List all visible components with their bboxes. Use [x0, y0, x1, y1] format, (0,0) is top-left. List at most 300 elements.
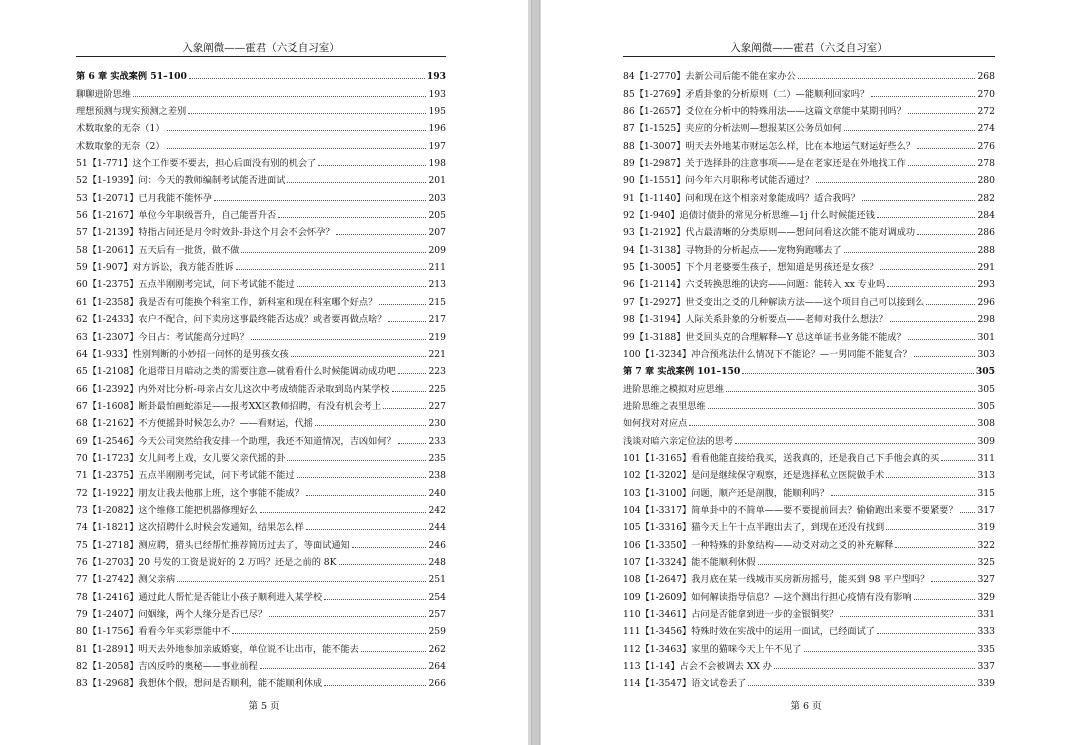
toc-entry-title: 110【1-3461】占问是否能拿到进一步的金银铜奖？ [623, 609, 839, 620]
toc-dot-leader [260, 668, 427, 669]
toc-entry-title: 113【1-14】占会不会被调去 XX 办 [623, 661, 772, 673]
toc-page-number: 254 [428, 591, 446, 603]
toc-entry-title: 52【1-1939】问：今天的教师编制考试能否进面试 [76, 175, 286, 187]
toc-entry[interactable] [623, 447, 995, 464]
toc-dot-leader [269, 616, 426, 617]
toc-entry[interactable] [623, 620, 995, 637]
toc-entry[interactable] [76, 273, 446, 290]
toc-page-number: 244 [428, 522, 446, 534]
toc-dot-leader [383, 408, 426, 409]
header-divider [623, 56, 995, 57]
page-header: 入象阐微——霍君（六爻自习室） [730, 42, 888, 54]
toc-entry[interactable] [623, 256, 995, 273]
page-gutter [528, 0, 541, 745]
toc-entry[interactable] [623, 273, 995, 290]
toc-dot-leader [392, 391, 427, 392]
toc-entry[interactable] [623, 603, 995, 620]
toc-page-number: 276 [977, 140, 995, 152]
toc-entry[interactable] [76, 82, 446, 99]
toc-entry-title: 96【1-2114】六爻转换思维的诀窍——问题：能转入 xx 专业吗 [623, 279, 886, 291]
toc-entry[interactable] [623, 82, 995, 99]
toc-entry[interactable] [76, 516, 446, 533]
toc-dot-leader [895, 547, 975, 548]
toc-page-number: 308 [977, 418, 995, 430]
toc-entry-title: 106【1-3350】一种特殊的卦象结构——动爻对动之爻的补充解释 [623, 539, 894, 551]
toc-page-number: 293 [977, 279, 995, 291]
toc-dot-leader [844, 130, 976, 131]
toc-dot-leader [167, 130, 427, 131]
toc-dot-leader [352, 547, 427, 548]
toc-entry[interactable] [76, 325, 446, 342]
toc-entry-title: 104【1-3317】简单卦中的不简单——要不要提前回去？偷偷跑出来要不要紧要？ [623, 504, 958, 516]
toc-entry[interactable] [76, 117, 446, 134]
toc-entry-title: 103【1-3100】问题，顺产还是剖腹，能顺利吗？ [623, 487, 830, 499]
toc-page-number: 303 [977, 348, 995, 360]
toc-entry-title: 90【1-1551】问今年六月职称考试能否通过？ [623, 175, 815, 187]
toc-entry[interactable] [76, 447, 446, 464]
toc-page-number: 305 [975, 366, 995, 378]
toc-dot-leader [306, 495, 427, 496]
toc-dot-leader [886, 477, 975, 478]
toc-page-number: 201 [428, 175, 446, 187]
toc-entry-title: 65【1-2108】化退带日月暗动之类的需要注意—就看看什么时候能调动成功吧 [76, 366, 396, 378]
toc-dot-leader [689, 425, 975, 426]
toc-dot-leader [318, 165, 426, 166]
toc-dot-leader [917, 148, 975, 149]
toc-page-number: 230 [428, 418, 446, 430]
toc-entry-title: 56【1-2167】单位今年职级晋升，自己能晋升否 [76, 210, 277, 222]
toc-page-number: 286 [977, 227, 995, 239]
toc-page-number: 246 [428, 539, 446, 551]
toc-entry-title: 第 6 章 实战案例 51–100 [76, 71, 187, 83]
toc-page-number: 272 [977, 106, 995, 118]
toc-dot-leader [291, 356, 427, 357]
toc-dot-leader [297, 286, 427, 287]
toc-dot-leader [232, 633, 426, 634]
toc-dot-leader [758, 564, 976, 565]
document-page-left [0, 0, 528, 745]
toc-page-number: 262 [428, 643, 446, 655]
toc-dot-leader [189, 78, 425, 79]
toc-entry[interactable] [623, 325, 995, 342]
toc-entry[interactable] [623, 568, 995, 585]
toc-entry-title: 69【1-2546】今天公司突然给我安排一个助理，我还不知道情况，吉凶如何？ [76, 435, 396, 447]
toc-dot-leader [774, 668, 975, 669]
toc-entry-title: 59【1-907】对方诉讼，我方能否胜诉 [76, 262, 234, 274]
toc-dot-leader [398, 373, 427, 374]
toc-entry-title: 102【1-3202】是问是继续保守观察，还是选择私立医院做手术 [623, 470, 885, 482]
toc-dot-leader [708, 408, 976, 409]
page-footer: 第 6 页 [790, 701, 822, 712]
toc-page-number: 288 [977, 244, 995, 256]
toc-page-number: 193 [426, 71, 446, 83]
toc-entry-title: 79【1-2407】问姻缘，两个人缘分是否已尽？ [76, 609, 268, 620]
table-of-contents [76, 65, 446, 689]
toc-entry[interactable] [76, 221, 446, 238]
toc-entry-title: 术数取象的无奈（1） [76, 123, 165, 135]
toc-dot-leader [914, 356, 976, 357]
toc-page-number: 197 [428, 140, 446, 152]
toc-page-number: 305 [977, 400, 995, 412]
toc-page-number: 319 [977, 522, 995, 534]
toc-page-number: 291 [977, 262, 995, 274]
toc-page-number: 235 [428, 452, 446, 464]
scrollbar[interactable] [531, 0, 540, 745]
toc-entry-title: 57【1-2139】特指占问还是月令时效卦-卦这个月会不会怀孕？ [76, 227, 335, 239]
toc-dot-leader [931, 581, 975, 582]
toc-entry-title: 89【1-2987】关于选择卦的注意事项——是在老家还是在外地找工作 [623, 158, 906, 170]
toc-chapter-entry[interactable] [76, 65, 446, 82]
toc-entry[interactable] [76, 360, 446, 377]
toc-page-number: 251 [428, 574, 446, 586]
toc-dot-leader [735, 443, 975, 444]
toc-page-number: 259 [428, 626, 446, 638]
toc-page-number: 217 [428, 314, 446, 326]
toc-entry[interactable] [76, 186, 446, 203]
toc-entry-title: 94【1-3138】寻物卦的分析起点——宠物狗跑哪去了 [623, 244, 842, 256]
toc-dot-leader [742, 373, 974, 374]
toc-entry[interactable] [76, 603, 446, 620]
toc-entry[interactable] [623, 204, 995, 221]
toc-dot-leader [241, 252, 426, 253]
toc-dot-leader [871, 96, 975, 97]
toc-dot-leader [748, 685, 975, 686]
toc-dot-leader [908, 339, 976, 340]
toc-entry-title: 73【1-2082】这个维修工能把机器修理好么 [76, 504, 258, 516]
toc-dot-leader [877, 633, 975, 634]
toc-entry[interactable] [76, 464, 446, 481]
toc-dot-leader [726, 391, 975, 392]
toc-dot-leader [324, 599, 426, 600]
toc-dot-leader [917, 234, 975, 235]
toc-entry[interactable] [623, 551, 995, 568]
toc-entry[interactable] [623, 152, 995, 169]
toc-entry-title: 97【1-2927】世爻变出之爻的几种解读方法——这个项目自己可以接到么 [623, 296, 925, 308]
toc-entry[interactable] [76, 343, 446, 360]
toc-dot-leader [236, 269, 427, 270]
toc-dot-leader [306, 529, 427, 530]
toc-dot-leader [890, 321, 976, 322]
toc-dot-leader [941, 460, 975, 461]
toc-entry-title: 71【1-2375】五点半刚刚考完试，问下考试能不能过 [76, 470, 295, 482]
toc-entry[interactable] [623, 655, 995, 672]
toc-page-number: 238 [428, 470, 446, 482]
toc-entry[interactable] [76, 377, 446, 394]
toc-entry-title: 76【1-2703】20 号发的工资是说好的 2 万吗？还是之前的 8K [76, 556, 337, 568]
toc-page-number: 257 [428, 609, 446, 620]
toc-entry-title: 68【1-2162】不方便摇卦时候怎么办？——看财运，代摇 [76, 418, 313, 430]
toc-entry[interactable] [76, 256, 446, 273]
toc-dot-leader [960, 512, 976, 513]
toc-dot-leader [287, 182, 426, 183]
toc-entry-title: 88【1-3007】明天去外地某市财运怎么样，比在本地运气财运好些么？ [623, 140, 916, 152]
toc-entry-title: 109【1-2609】如何解读指导信息？—这个测出行担心疫情有没有影响 [623, 591, 912, 603]
toc-entry[interactable] [76, 238, 446, 255]
toc-entry-title: 72【1-1922】朋友让我去他那上班，这个事能不能成？ [76, 487, 304, 499]
toc-dot-leader [887, 286, 975, 287]
toc-page-number: 221 [428, 348, 446, 360]
toc-entry[interactable] [623, 516, 995, 533]
toc-page-number: 327 [977, 574, 995, 586]
toc-dot-leader [862, 200, 975, 201]
toc-entry-title: 53【1-2071】已月我能不能怀孕 [76, 192, 212, 204]
toc-entry-title: 60【1-2375】五点半刚刚考完试，问下考试能不能过 [76, 279, 295, 291]
toc-dot-leader [844, 252, 976, 253]
toc-entry-title: 64【1-933】性别判断的小妙招一问怀的是男孩女孩 [76, 348, 289, 360]
toc-entry-title: 理想预测与现实预测之差别 [76, 106, 187, 118]
toc-entry[interactable] [623, 169, 995, 186]
toc-page-number: 198 [428, 158, 446, 170]
toc-dot-leader [379, 304, 426, 305]
toc-dot-leader [880, 269, 975, 270]
toc-entry-title: 91【1-1140】问和现在这个相亲对象能成吗？适合我吗？ [623, 192, 860, 204]
toc-page-number: 335 [977, 643, 995, 655]
toc-page-number: 322 [977, 539, 995, 551]
toc-entry-title: 75【1-2718】测应聘，猎头已经帮忙推荐简历过去了，等面试通知 [76, 539, 350, 551]
toc-dot-leader [336, 234, 426, 235]
page-header: 入象阐微——霍君（六爻自习室） [182, 42, 340, 54]
toc-page-number: 315 [977, 487, 995, 499]
toc-page-number: 305 [977, 383, 995, 395]
toc-entry[interactable] [623, 238, 995, 255]
toc-page-number: 298 [977, 314, 995, 326]
toc-entry-title: 92【1-940】追债讨债卦的常见分析思维—1j 什么时候能还钱 [623, 210, 875, 222]
toc-entry-title: 67【1-1608】断卦最怕画蛇添足——报考XX区教师招聘，有没有机会考上 [76, 400, 382, 412]
toc-dot-leader [804, 651, 976, 652]
toc-entry[interactable] [623, 65, 995, 82]
toc-entry-title: 93【1-2192】代占最清晰的分类原则——想问问看这次能不能对调成功 [623, 227, 916, 239]
toc-entry-title: 51【1-771】这个工作要不要去，担心后面没有别的机会了 [76, 158, 317, 170]
toc-entry-title: 63【1-2307】今日占：考试能高分过吗？ [76, 331, 249, 343]
toc-entry-title: 70【1-1723】女儿间考上戏，女儿要父亲代摇的卦 [76, 452, 286, 464]
toc-entry-title: 80【1-1756】看看今年买彩票能中不 [76, 626, 231, 638]
toc-page-number: 339 [977, 678, 995, 690]
toc-dot-leader [297, 477, 427, 478]
toc-page-number: 240 [428, 487, 446, 499]
toc-dot-leader [188, 113, 426, 114]
toc-entry[interactable] [76, 134, 446, 151]
toc-dot-leader [133, 96, 426, 97]
toc-entry[interactable] [76, 308, 446, 325]
toc-entry-title: 95【1-3005】下个月老婆要生孩子，想知道是男孩还是女孩？ [623, 262, 879, 274]
toc-entry[interactable] [623, 308, 995, 325]
toc-dot-leader [816, 182, 975, 183]
toc-entry[interactable] [623, 672, 995, 689]
header-divider [76, 56, 446, 57]
toc-dot-leader [877, 217, 976, 218]
toc-page-number: 317 [977, 504, 995, 516]
toc-dot-leader [251, 339, 427, 340]
toc-entry[interactable] [76, 551, 446, 568]
toc-entry[interactable] [623, 134, 995, 151]
toc-entry[interactable] [623, 499, 995, 516]
toc-page-number: 325 [977, 556, 995, 568]
toc-entry[interactable] [76, 620, 446, 637]
toc-entry[interactable] [76, 152, 446, 169]
toc-dot-leader [908, 113, 976, 114]
toc-entry-title: 61【1-2358】我是否有可能换个科室工作，新科室和现在科室哪个好点？ [76, 296, 378, 308]
toc-dot-leader [886, 529, 975, 530]
toc-page-number: 248 [428, 556, 446, 568]
toc-entry[interactable] [76, 568, 446, 585]
toc-dot-leader [260, 512, 427, 513]
toc-page-number: 195 [428, 106, 446, 118]
toc-page-number: 274 [977, 123, 995, 135]
toc-page-number: 313 [977, 470, 995, 482]
toc-dot-leader [798, 78, 976, 79]
toc-entry[interactable] [623, 637, 995, 654]
toc-page-number: 268 [977, 71, 995, 83]
toc-page-number: 193 [428, 88, 446, 100]
toc-entry[interactable] [76, 481, 446, 498]
toc-entry-title: 101【1-3165】看看他能直接给我买，送我真的，还是我自己下手他会真的买 [623, 452, 940, 464]
toc-dot-leader [908, 165, 976, 166]
toc-entry-title: 87【1-1525】夹应的分析法则—想报某区公务员如何 [623, 123, 842, 135]
toc-dot-leader [398, 443, 427, 444]
toc-dot-leader [840, 616, 975, 617]
toc-entry[interactable] [76, 100, 446, 117]
toc-entry[interactable] [76, 290, 446, 307]
toc-page-number: 264 [428, 661, 446, 673]
toc-entry[interactable] [623, 464, 995, 481]
document-page-right [541, 0, 1071, 745]
toc-dot-leader [339, 564, 427, 565]
toc-entry[interactable] [76, 412, 446, 429]
toc-entry[interactable] [623, 221, 995, 238]
toc-entry-title: 第 7 章 实战案例 101–150 [623, 366, 741, 378]
toc-dot-leader [167, 148, 427, 149]
toc-entry-title: 105【1-3316】猫今天上午十点半跑出去了，到现在还没有找到 [623, 522, 885, 534]
toc-entry[interactable] [76, 204, 446, 221]
toc-dot-leader [177, 581, 426, 582]
toc-page-number: 215 [428, 296, 446, 308]
toc-page-number: 333 [977, 626, 995, 638]
toc-page-number: 233 [428, 435, 446, 447]
toc-page-number: 270 [977, 88, 995, 100]
toc-page-number: 203 [428, 192, 446, 204]
toc-entry[interactable] [76, 429, 446, 446]
toc-entry[interactable] [623, 343, 995, 360]
toc-entry[interactable] [623, 186, 995, 203]
toc-entry-title: 聊聊进阶思维 [76, 88, 132, 100]
toc-entry[interactable] [76, 533, 446, 550]
toc-entry-title: 进阶思维之表里思维 [623, 400, 706, 412]
toc-entry-title: 85【1-2769】矛盾卦象的分析原则（二）—能顺利回家吗？ [623, 88, 870, 100]
toc-page-number: 213 [428, 279, 446, 291]
toc-entry[interactable] [623, 429, 995, 446]
toc-page-number: 205 [428, 210, 446, 222]
toc-entry-title: 112【1-3463】家里的猫咪今天上午不见了 [623, 643, 802, 655]
toc-entry[interactable] [76, 585, 446, 602]
toc-entry[interactable] [623, 290, 995, 307]
toc-entry-title: 浅谈对暗六亲定位法的思考 [623, 435, 734, 447]
toc-page-number: 329 [977, 591, 995, 603]
toc-entry-title: 74【1-1821】这次招聘什么时候会发通知，结果怎么样 [76, 522, 304, 534]
toc-entry[interactable] [623, 395, 995, 412]
toc-entry-title: 81【1-2891】明天去外地参加亲戚婚宴，单位说不让出市，能不能去 [76, 643, 359, 655]
toc-page-number: 227 [428, 400, 446, 412]
toc-page-number: 337 [977, 661, 995, 673]
toc-page-number: 284 [977, 210, 995, 222]
toc-entry-title: 78【1-2416】通过此人帮忙是否能让小孩子顺利进入某学校 [76, 591, 323, 603]
toc-page-number: 301 [977, 331, 995, 343]
toc-page-number: 311 [977, 452, 995, 464]
toc-entry[interactable] [76, 395, 446, 412]
toc-dot-leader [214, 200, 427, 201]
toc-page-number: 196 [428, 123, 446, 135]
toc-entry-title: 58【1-2061】五天后有一批货，做不做 [76, 244, 240, 256]
toc-dot-leader [914, 599, 976, 600]
toc-dot-leader [361, 651, 427, 652]
page-footer: 第 5 页 [248, 701, 280, 712]
toc-dot-leader [388, 321, 426, 322]
table-of-contents [623, 65, 995, 689]
toc-entry-title: 66【1-2392】内外对比分析-母亲占女儿这次中考成绩能否录取到岛内某学校 [76, 383, 390, 395]
toc-entry[interactable] [76, 672, 446, 689]
toc-entry-title: 82【1-2058】吉凶反吟的奥秘——事业前程 [76, 661, 258, 673]
toc-page-number: 209 [428, 244, 446, 256]
toc-entry[interactable] [623, 533, 995, 550]
toc-page-number: 309 [977, 435, 995, 447]
toc-page-number: 278 [977, 158, 995, 170]
toc-entry[interactable] [76, 169, 446, 186]
toc-dot-leader [324, 685, 426, 686]
toc-entry-title: 99【1-3188】世爻回头克的合理解释—Y 总这单证书业务能不能成？ [623, 331, 906, 343]
toc-dot-leader [287, 460, 426, 461]
toc-dot-leader [278, 217, 426, 218]
toc-page-number: 242 [428, 504, 446, 516]
toc-entry[interactable] [623, 585, 995, 602]
toc-entry[interactable] [623, 481, 995, 498]
toc-entry-title: 86【1-2657】爻位在分析中的特殊用法——这篇文章能中某期刊吗？ [623, 106, 906, 118]
toc-page-number: 296 [977, 296, 995, 308]
toc-page-number: 225 [428, 383, 446, 395]
toc-entry[interactable] [76, 499, 446, 516]
toc-entry-title: 62【1-2433】农户不配合，问下卖房这事最终能否达成？或者要再做点啥？ [76, 314, 387, 326]
toc-entry-title: 114【1-3547】语文试卷丢了 [623, 678, 747, 690]
toc-entry[interactable] [76, 655, 446, 672]
toc-entry-title: 98【1-3194】人际关系卦象的分析要点——老师对我什么想法？ [623, 314, 888, 326]
toc-entry[interactable] [76, 637, 446, 654]
toc-entry-title: 108【1-2647】我月底在某一线城市买房新房摇号，能买到 98 平户型吗？ [623, 574, 930, 586]
toc-entry-title: 77【1-2742】测父亲病 [76, 574, 176, 586]
toc-dot-leader [926, 304, 975, 305]
toc-entry-title: 术数取象的无奈（2） [76, 140, 165, 152]
toc-entry-title: 111【1-3456】特殊时效在实战中的运用一面试，已经面试了 [623, 626, 875, 638]
toc-entry-title: 进阶思维之模拟对应思维 [623, 383, 725, 395]
toc-page-number: 331 [977, 609, 995, 620]
toc-entry[interactable] [623, 377, 995, 394]
toc-entry-title: 84【1-2770】去新公司后能不能在家办公 [623, 71, 796, 83]
toc-dot-leader [315, 425, 426, 426]
toc-entry-title: 100【1-3234】冲合预兆法什么情况下不能论？—一男同能不能复合？ [623, 348, 912, 360]
toc-entry[interactable] [623, 117, 995, 134]
toc-entry[interactable] [623, 100, 995, 117]
toc-dot-leader [831, 495, 975, 496]
toc-page-number: 282 [977, 192, 995, 204]
toc-entry-title: 如何找对对应点 [623, 418, 688, 430]
toc-page-number: 223 [428, 366, 446, 378]
toc-page-number: 211 [428, 262, 446, 274]
toc-page-number: 219 [428, 331, 446, 343]
toc-entry-title: 107【1-3324】能不能顺利休假 [623, 556, 756, 568]
toc-entry-title: 83【1-2968】我想休个假，想问是否顺利，能不能顺利休成 [76, 678, 323, 690]
toc-entry[interactable] [623, 412, 995, 429]
toc-chapter-entry[interactable] [623, 360, 995, 377]
toc-page-number: 280 [977, 175, 995, 187]
toc-page-number: 207 [428, 227, 446, 239]
toc-page-number: 266 [428, 678, 446, 690]
